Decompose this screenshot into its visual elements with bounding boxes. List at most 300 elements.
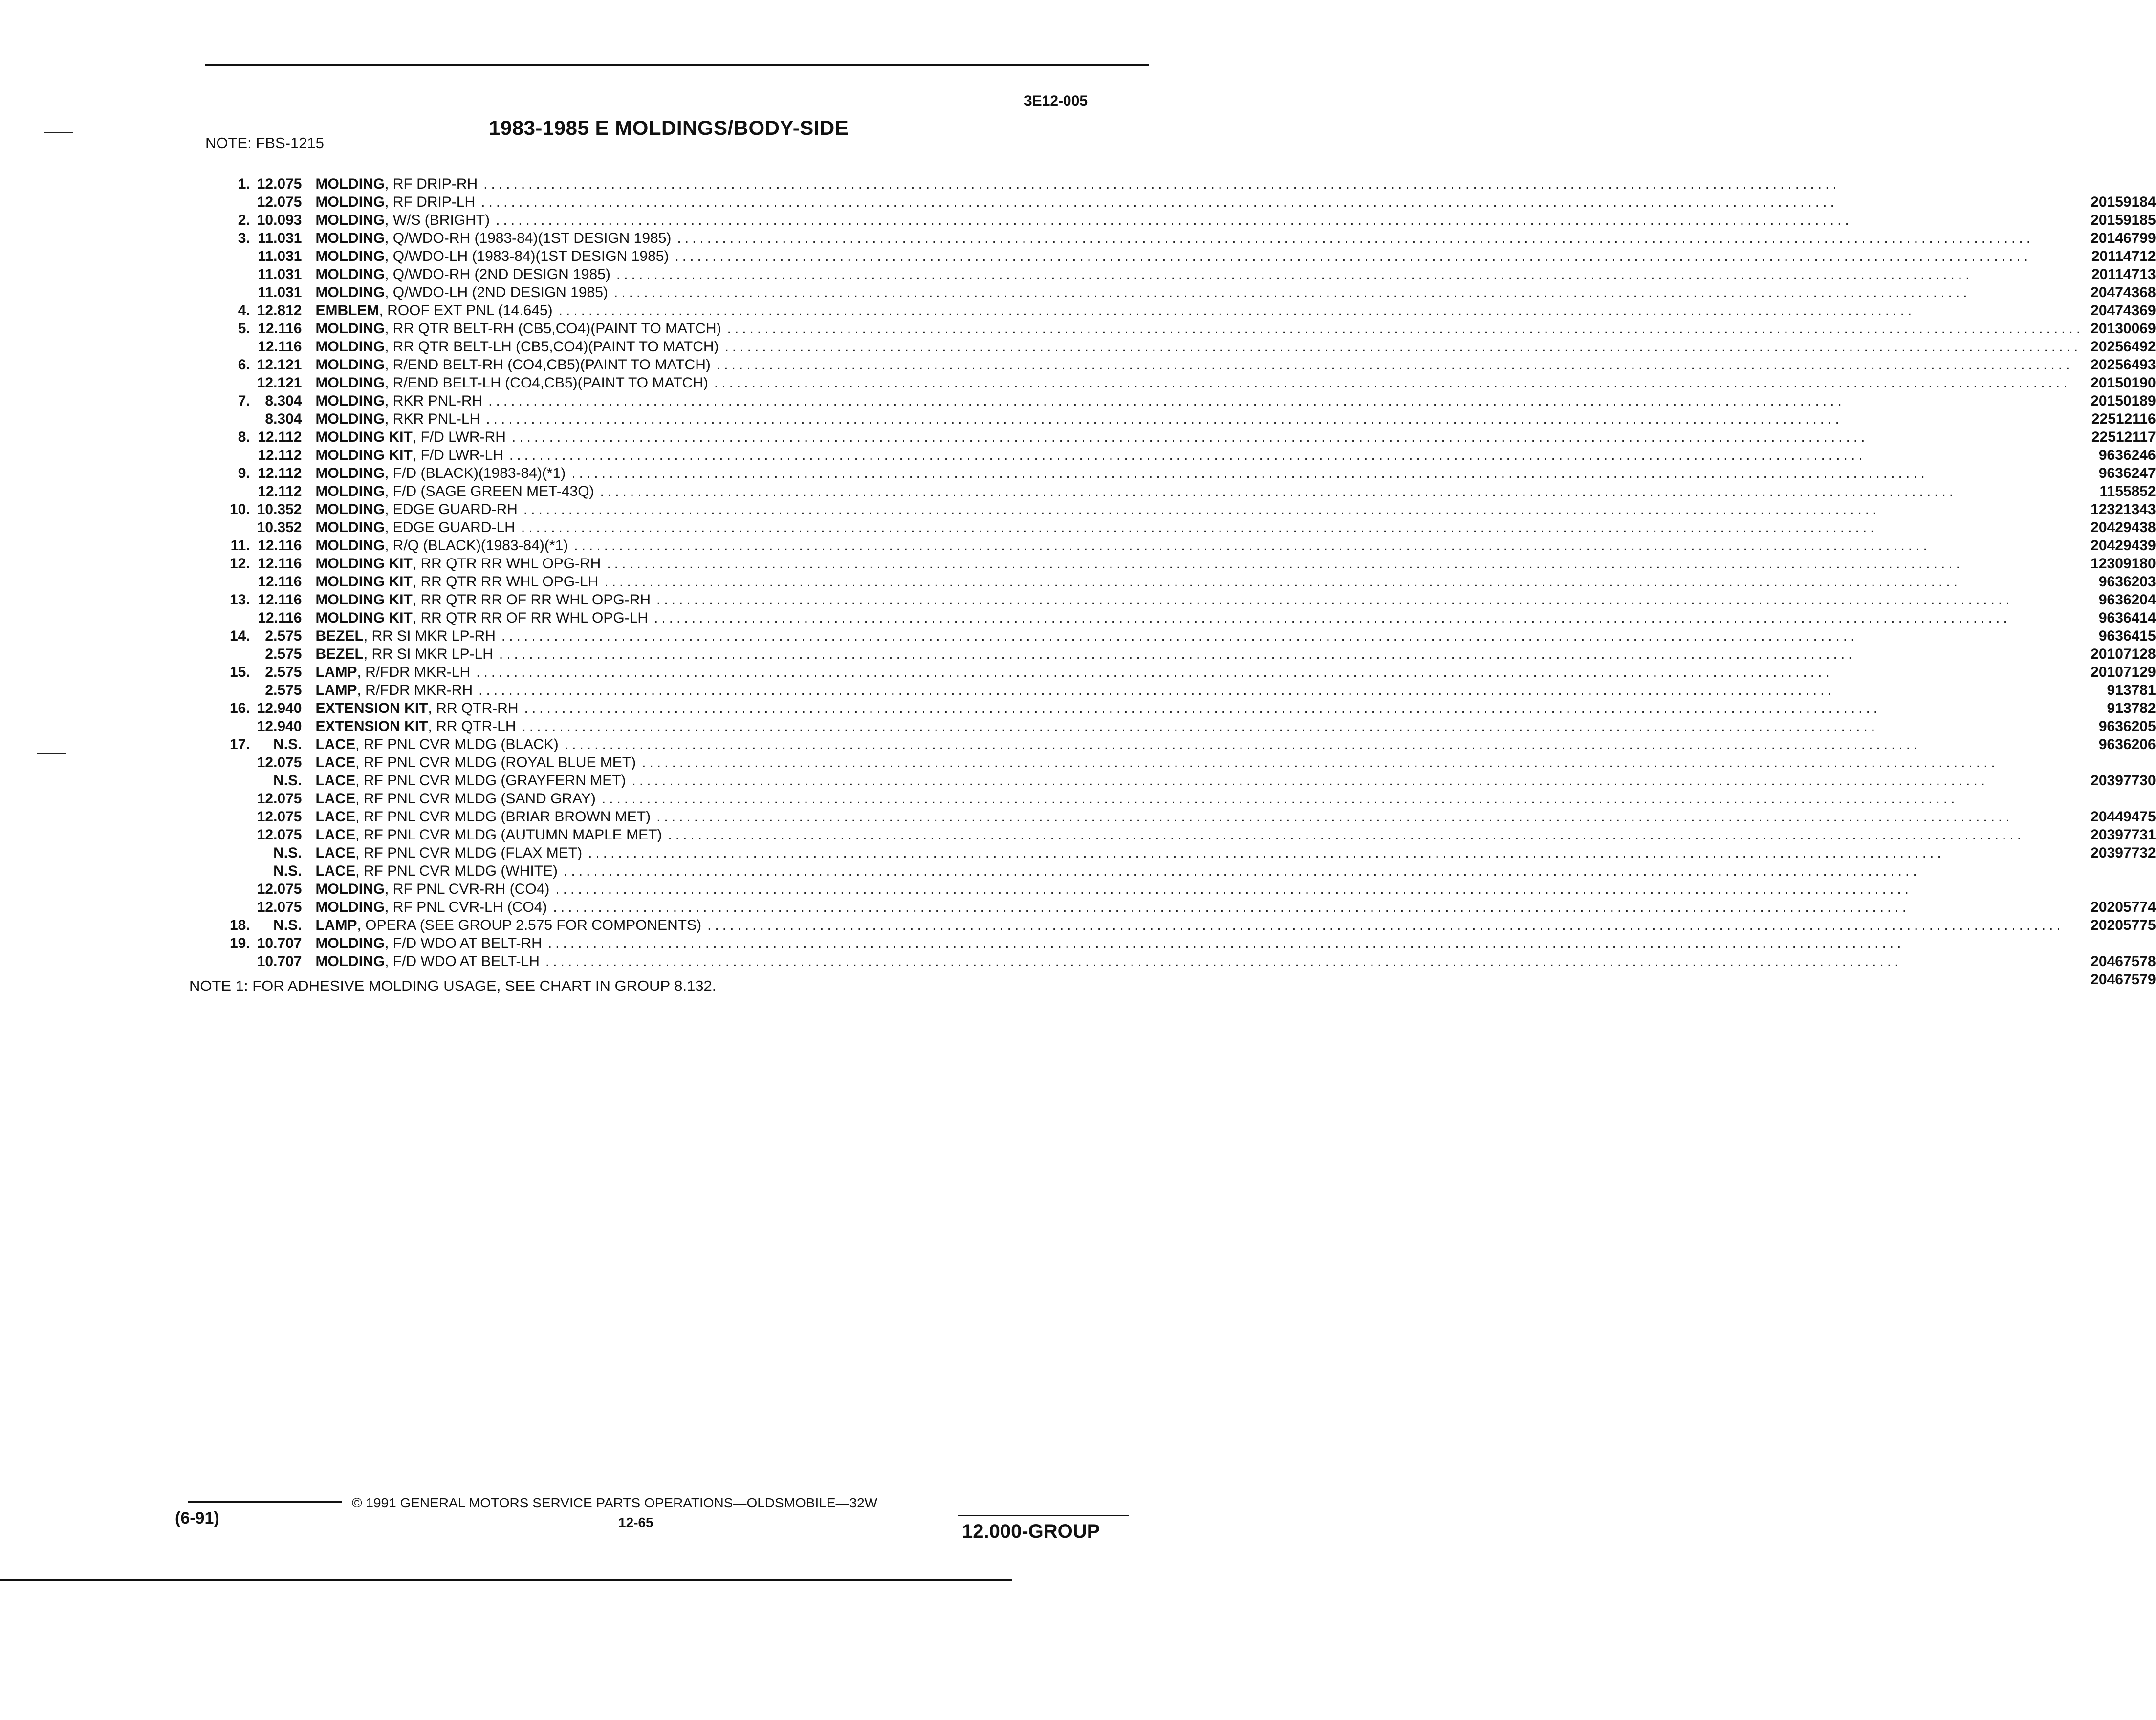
part-description: [315, 248, 2091, 266]
part-description: [315, 284, 2091, 302]
part-name: MOLDING KIT: [315, 447, 413, 463]
part-detail: , RF PNL CVR MLDG (FLAX MET): [355, 845, 583, 861]
part-detail: , RR QTR RR WHL OPG-LH: [412, 574, 599, 590]
group-number: 12.112: [258, 483, 302, 499]
dot-leader: [522, 718, 2084, 734]
parts-row: [230, 447, 2156, 465]
parts-row: [230, 339, 2156, 357]
dot-leader: [604, 574, 2084, 590]
part-name: MOLDING: [315, 212, 385, 228]
part-name: LACE: [315, 845, 356, 861]
part-detail: , RF DRIP-RH: [385, 176, 478, 192]
part-description: [315, 754, 2091, 773]
part-description: [315, 266, 2091, 284]
part-name: MOLDING KIT: [315, 592, 413, 608]
part-name: EMBLEM: [315, 302, 379, 319]
group-number: 11.031: [258, 284, 302, 301]
group-number: 10.093: [257, 212, 302, 228]
dot-leader: [607, 556, 2084, 572]
part-detail: , RF PNL CVR-LH (CO4): [385, 899, 547, 915]
group-number: N.S.: [273, 845, 302, 861]
part-detail: , ROOF EXT PNL (14.645): [379, 302, 553, 319]
parts-row: [230, 899, 2156, 917]
group-number: N.S.: [273, 863, 302, 879]
parts-row: [230, 519, 2156, 538]
parts-row: [230, 682, 2156, 700]
group-number: 8.304: [265, 411, 302, 427]
dot-leader: [555, 881, 2084, 897]
dot-leader: [488, 393, 2084, 409]
group-number: 12.075: [257, 881, 302, 897]
item-number: 12.: [230, 556, 250, 572]
parts-row: [230, 556, 2156, 574]
part-name: MOLDING: [315, 176, 385, 192]
part-detail: , RF PNL CVR MLDG (AUTUMN MAPLE MET): [355, 827, 662, 843]
part-number: 20114713: [2091, 266, 2156, 282]
item-number: [230, 483, 257, 501]
part-detail: , F/D WDO AT BELT-LH: [385, 953, 540, 969]
item-number: 2.: [238, 212, 250, 228]
part-number: 9636414: [2098, 610, 2156, 626]
part-description: [315, 899, 2091, 917]
part-name: MOLDING: [315, 899, 385, 915]
part-description: [315, 519, 2091, 538]
part-name: MOLDING: [315, 465, 385, 481]
dot-leader: [479, 682, 2084, 698]
part-detail: , EDGE GUARD-RH: [385, 501, 518, 517]
item-number: 10.: [230, 501, 250, 517]
parts-row: [230, 538, 2156, 556]
part-name: MOLDING: [315, 194, 385, 210]
part-detail: , RF PNL CVR-RH (CO4): [385, 881, 550, 897]
part-description: [315, 321, 2091, 339]
group-number: N.S.: [273, 917, 302, 933]
item-number: [230, 773, 257, 791]
dot-leader: [654, 610, 2084, 626]
part-description: [315, 393, 2091, 411]
item-number: [230, 827, 257, 845]
part-number: [2091, 176, 2156, 194]
item-number: [230, 953, 257, 971]
part-number: [2091, 754, 2156, 773]
parts-table-body: [230, 176, 2156, 989]
part-description: [315, 357, 2091, 375]
item-number: 16.: [230, 700, 250, 716]
top-rule: [205, 64, 1149, 66]
part-name: LACE: [315, 773, 356, 789]
part-name: LAMP: [315, 664, 357, 680]
dot-leader: [486, 411, 2084, 427]
part-name: MOLDING: [315, 284, 385, 301]
parts-table: [230, 176, 2156, 989]
parts-row: [230, 248, 2156, 266]
part-number: 9636204: [2098, 592, 2156, 608]
dot-leader: [481, 194, 2084, 210]
part-description: [315, 917, 2091, 935]
part-name: MOLDING KIT: [315, 429, 413, 445]
parts-row: [230, 953, 2156, 971]
footer-left-rule: [188, 1501, 342, 1503]
part-number: [2091, 881, 2156, 899]
part-detail: , RR SI MKR LP-RH: [363, 628, 496, 644]
group-number: 12.121: [257, 357, 302, 373]
parts-row: [230, 411, 2156, 429]
part-name: MOLDING: [315, 519, 385, 536]
part-number: 20130069: [2091, 321, 2156, 337]
parts-row: [230, 809, 2156, 827]
item-number: [230, 899, 257, 917]
parts-row: [230, 592, 2156, 610]
parts-row: [230, 700, 2156, 718]
part-name: MOLDING: [315, 339, 385, 355]
part-name: EXTENSION KIT: [315, 718, 428, 734]
part-detail: , F/D WDO AT BELT-RH: [385, 935, 542, 951]
part-number: 20474369: [2091, 302, 2156, 319]
item-number: [230, 845, 257, 863]
dot-leader: [588, 845, 2084, 861]
part-description: [315, 791, 2091, 809]
group-number: 12.075: [257, 754, 302, 771]
part-detail: , R/END BELT-LH (CO4,CB5)(PAINT TO MATCH): [385, 375, 708, 391]
footer-page-number: 12-65: [618, 1515, 653, 1530]
item-number: [230, 375, 257, 393]
part-detail: , RF PNL CVR MLDG (WHITE): [355, 863, 558, 879]
part-name: MOLDING KIT: [315, 556, 413, 572]
parts-row: [230, 628, 2156, 646]
parts-row: [230, 845, 2156, 863]
page-code: 3E12-005: [1024, 93, 1088, 109]
parts-row: [230, 501, 2156, 519]
part-detail: , F/D LWR-LH: [412, 447, 503, 463]
part-description: [315, 646, 2091, 664]
part-number: [2091, 863, 2156, 881]
part-description: [315, 212, 2091, 230]
item-number: [230, 411, 257, 429]
part-description: [315, 538, 2091, 556]
part-number: 12309180: [2091, 556, 2156, 572]
part-detail: , R/FDR MKR-LH: [357, 664, 471, 680]
footer-right-rule: [958, 1515, 1129, 1516]
parts-row: [230, 357, 2156, 375]
parts-row: [230, 483, 2156, 501]
part-detail: , OPERA (SEE GROUP 2.575 FOR COMPONENTS): [357, 917, 702, 933]
part-detail: , RR QTR BELT-RH (CB5,CO4)(PAINT TO MATCH): [385, 321, 721, 337]
footer-copyright: © 1991 GENERAL MOTORS SERVICE PARTS OPERATIONS—OLDSMOBILE—32W: [352, 1495, 878, 1510]
item-number: [230, 574, 257, 592]
group-number: 12.116: [258, 538, 302, 554]
part-name: LACE: [315, 863, 356, 879]
dot-leader: [512, 429, 2084, 445]
parts-row: [230, 302, 2156, 321]
dot-leader: [616, 266, 2084, 282]
item-number: [230, 339, 257, 357]
part-description: [315, 411, 2091, 429]
group-number: 8.304: [265, 393, 302, 409]
part-number: 22512117: [2091, 429, 2156, 445]
item-number: [230, 881, 257, 899]
item-number: 4.: [238, 302, 250, 319]
item-number: [230, 284, 257, 302]
footer-group: 12.000-GROUP: [962, 1521, 1100, 1542]
group-number: 12.075: [257, 809, 302, 825]
dot-leader: [509, 447, 2084, 463]
part-description: [315, 447, 2091, 465]
part-detail: , Q/WDO-LH (2ND DESIGN 1985): [385, 284, 608, 301]
part-name: MOLDING: [315, 538, 385, 554]
part-number: 9636247: [2098, 465, 2156, 481]
group-number: N.S.: [273, 773, 302, 789]
dot-leader: [571, 465, 2084, 481]
part-number: 9636205: [2098, 718, 2156, 734]
part-detail: , RR QTR-LH: [428, 718, 516, 734]
item-number: 5.: [238, 321, 250, 337]
dot-leader: [499, 646, 2084, 662]
dot-leader: [632, 773, 2084, 789]
part-detail: , RR QTR RR OF RR WHL OPG-LH: [412, 610, 649, 626]
part-number: 20107128: [2091, 646, 2156, 662]
parts-row: [230, 736, 2156, 754]
part-description: [315, 935, 2091, 953]
group-number: 12.121: [257, 375, 302, 391]
part-number: 20114712: [2091, 248, 2156, 264]
parts-row: [230, 935, 2156, 953]
part-description: [315, 429, 2091, 447]
part-detail: , R/Q (BLACK)(1983-84)(*1): [385, 538, 568, 554]
parts-row: [230, 429, 2156, 447]
part-description: [315, 592, 2091, 610]
group-number: 11.031: [258, 230, 302, 246]
item-number: 3.: [238, 230, 250, 246]
item-number: [230, 646, 257, 664]
dot-leader: [602, 791, 2084, 807]
group-number: 2.575: [265, 646, 302, 662]
part-number: 913781: [2107, 682, 2156, 698]
part-number: 9636415: [2098, 628, 2156, 644]
part-number: 20467578: [2091, 953, 2156, 969]
dot-leader: [565, 736, 2084, 752]
part-description: [315, 827, 2091, 845]
part-detail: , EDGE GUARD-LH: [385, 519, 515, 536]
part-number: 20205774: [2091, 899, 2156, 915]
dot-leader: [476, 664, 2084, 680]
item-number: 18.: [230, 917, 250, 933]
item-number: [230, 447, 257, 465]
part-number: 20159184: [2091, 194, 2156, 210]
item-number: [230, 519, 257, 538]
part-name: MOLDING: [315, 357, 385, 373]
part-description: [315, 809, 2091, 827]
group-number: 12.116: [258, 592, 302, 608]
item-number: 19.: [230, 935, 250, 951]
parts-row: [230, 375, 2156, 393]
dot-leader: [656, 592, 2084, 608]
parts-row: [230, 917, 2156, 935]
part-number: [2091, 791, 2156, 809]
item-number: [230, 754, 257, 773]
group-number: 12.116: [258, 321, 302, 337]
parts-row: [230, 321, 2156, 339]
parts-row: [230, 754, 2156, 773]
part-description: [315, 736, 2091, 754]
dot-leader: [600, 483, 2084, 499]
group-number: 10.352: [257, 501, 302, 517]
part-description: [315, 302, 2091, 321]
part-number: 20467579: [2091, 971, 2156, 988]
part-name: EXTENSION KIT: [315, 700, 428, 716]
part-number: [2091, 935, 2156, 953]
part-detail: , RR QTR RR OF RR WHL OPG-RH: [412, 592, 651, 608]
group-number: 2.575: [265, 682, 302, 698]
group-number: 12.116: [258, 610, 302, 626]
part-number: 913782: [2107, 700, 2156, 716]
part-number: 20397730: [2091, 773, 2156, 789]
part-detail: , Q/WDO-LH (1983-84)(1ST DESIGN 1985): [385, 248, 669, 264]
dot-leader: [559, 302, 2084, 319]
parts-row: [230, 646, 2156, 664]
item-number: 13.: [230, 592, 250, 608]
parts-row: [230, 194, 2156, 212]
part-name: MOLDING: [315, 881, 385, 897]
footer-date: (6-91): [175, 1509, 219, 1527]
group-number: 10.352: [257, 519, 302, 536]
part-detail: , RR QTR BELT-LH (CB5,CO4)(PAINT TO MATCH): [385, 339, 719, 355]
part-number: 20449475: [2091, 809, 2156, 825]
part-description: [315, 773, 2091, 791]
part-name: MOLDING: [315, 501, 385, 517]
part-name: LACE: [315, 754, 356, 771]
dot-leader: [483, 176, 2084, 192]
item-number: [230, 791, 257, 809]
part-detail: , RKR PNL-RH: [385, 393, 483, 409]
group-number: 12.112: [258, 465, 302, 481]
item-number: 9.: [238, 465, 250, 481]
parts-row: [230, 827, 2156, 845]
item-number: 11.: [230, 538, 250, 554]
scan-mark: [44, 132, 73, 133]
dot-leader: [717, 357, 2084, 373]
part-number: 20159185: [2091, 212, 2156, 228]
part-description: [315, 194, 2091, 212]
part-number: 20256493: [2091, 357, 2156, 373]
group-number: 12.075: [257, 827, 302, 843]
part-number: 20429438: [2091, 519, 2156, 536]
item-number: [230, 248, 257, 266]
part-name: MOLDING: [315, 248, 385, 264]
dot-leader: [675, 248, 2084, 264]
part-detail: , RF PNL CVR MLDG (ROYAL BLUE MET): [355, 754, 636, 771]
parts-row: [230, 176, 2156, 194]
part-name: MOLDING: [315, 375, 385, 391]
item-number: [230, 682, 257, 700]
dot-leader: [727, 321, 2084, 337]
part-detail: , RR SI MKR LP-LH: [363, 646, 493, 662]
group-number: 2.575: [265, 664, 302, 680]
group-number: 12.116: [258, 339, 302, 355]
dot-leader: [523, 501, 2084, 517]
part-number: 20429439: [2091, 538, 2156, 554]
item-number: 1.: [238, 176, 250, 192]
parts-row: [230, 393, 2156, 411]
part-detail: , RF PNL CVR MLDG (GRAYFERN MET): [355, 773, 626, 789]
part-name: MOLDING KIT: [315, 610, 413, 626]
item-number: [230, 194, 257, 212]
part-name: MOLDING: [315, 935, 385, 951]
part-number: 22512116: [2091, 411, 2156, 427]
group-number: 12.812: [257, 302, 302, 319]
part-description: [315, 483, 2091, 501]
part-detail: , F/D LWR-RH: [412, 429, 506, 445]
part-description: [315, 682, 2091, 700]
part-detail: , RF DRIP-LH: [385, 194, 476, 210]
header-note: NOTE: FBS-1215: [205, 134, 324, 151]
item-number: 14.: [230, 628, 250, 644]
group-number: 10.707: [257, 935, 302, 951]
parts-row: [230, 718, 2156, 736]
item-number: 6.: [238, 357, 250, 373]
dot-leader: [496, 212, 2084, 228]
parts-row: [230, 664, 2156, 682]
part-description: [315, 628, 2091, 646]
part-detail: , R/END BELT-RH (CO4,CB5)(PAINT TO MATCH): [385, 357, 711, 373]
part-number: 20107129: [2091, 664, 2156, 680]
group-number: 12.112: [258, 447, 302, 463]
group-number: 12.075: [257, 791, 302, 807]
dot-leader: [707, 917, 2084, 933]
part-number: 12321343: [2091, 501, 2156, 517]
group-number: 10.707: [257, 953, 302, 969]
item-number: [230, 610, 257, 628]
part-description: [315, 664, 2091, 682]
part-name: MOLDING: [315, 483, 385, 499]
item-number: [230, 809, 257, 827]
item-number: [230, 266, 257, 284]
part-number: 20146799: [2091, 230, 2156, 246]
group-number: 11.031: [258, 248, 302, 264]
part-description: [315, 718, 2091, 736]
item-number: 15.: [230, 664, 250, 680]
part-detail: , Q/WDO-RH (1983-84)(1ST DESIGN 1985): [385, 230, 672, 246]
dot-leader: [564, 863, 2084, 879]
part-name: MOLDING: [315, 393, 385, 409]
part-name: MOLDING: [315, 321, 385, 337]
parts-row: [230, 863, 2156, 881]
dot-leader: [677, 230, 2084, 246]
part-detail: , Q/WDO-RH (2ND DESIGN 1985): [385, 266, 610, 282]
parts-row: [230, 610, 2156, 628]
part-description: [315, 574, 2091, 592]
item-number: [230, 718, 257, 736]
item-number: 17.: [230, 736, 250, 752]
group-number: 12.112: [258, 429, 302, 445]
group-number: 12.075: [257, 176, 302, 192]
group-number: 12.940: [257, 700, 302, 716]
dot-leader: [501, 628, 2084, 644]
page-title: 1983-1985 E MOLDINGS/BODY-SIDE: [489, 116, 849, 139]
part-name: MOLDING: [315, 266, 385, 282]
part-number: 20205775: [2091, 917, 2156, 933]
parts-row: [230, 465, 2156, 483]
part-detail: , RF PNL CVR MLDG (BRIAR BROWN MET): [355, 809, 651, 825]
parts-row: [230, 574, 2156, 592]
part-detail: , RKR PNL-LH: [385, 411, 480, 427]
part-description: [315, 465, 2091, 483]
dot-leader: [642, 754, 2084, 771]
dot-leader: [714, 375, 2084, 391]
group-number: 12.940: [257, 718, 302, 734]
parts-row: [230, 230, 2156, 248]
part-number: 20256492: [2091, 339, 2156, 355]
part-number: 9636203: [2098, 574, 2156, 590]
